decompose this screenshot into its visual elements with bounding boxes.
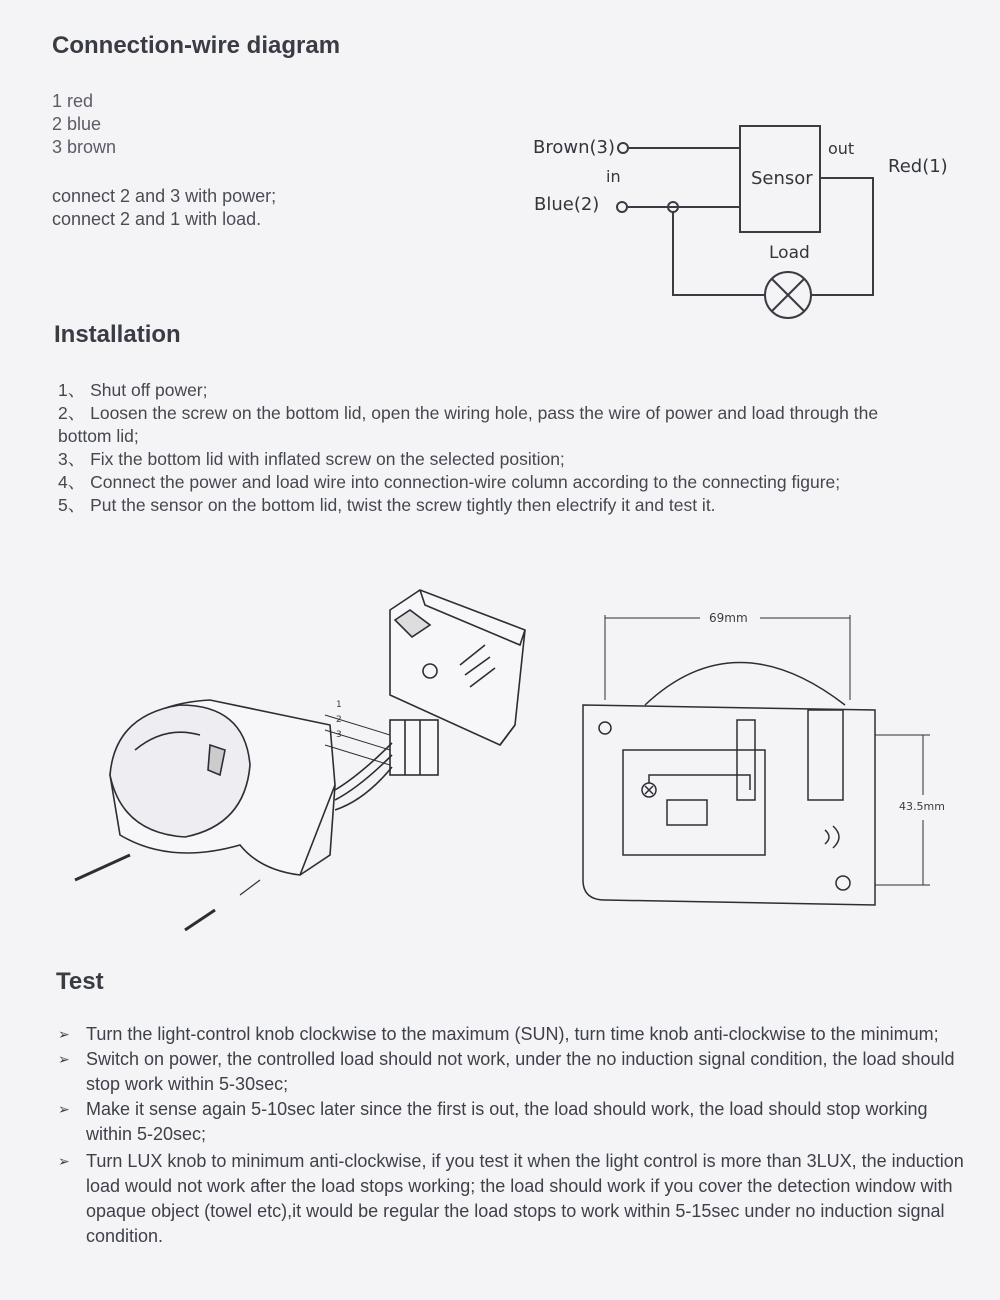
step-number: 4、	[58, 472, 86, 492]
step-text: Put the sensor on the bottom lid, twist the screw tightly then electrify it and test it.	[90, 495, 716, 515]
test-item	[58, 1149, 978, 1249]
wire-item: 2 blue	[52, 114, 102, 134]
height-dimension: 43.5mm	[899, 800, 945, 813]
label-brown: Brown(3)	[533, 137, 615, 158]
step-number: 3、	[58, 449, 86, 469]
connection-note: connect 2 and 1 with load.	[52, 209, 262, 229]
arrow-bullet-icon: ➢	[58, 1101, 70, 1117]
test-item	[58, 1022, 978, 1047]
step-continuation: bottom lid;	[58, 426, 139, 446]
test-text: Turn LUX knob to minimum anti-clockwise, if you test it when the light control is more than 3LUX, the induction load would not work after the load stops working; the load should work if you cover the detection window with opaque object (towel etc),it would be regular the load stops to work within 5-15sec under no induction signal condition.	[86, 1151, 964, 1246]
test-item	[58, 1097, 978, 1147]
step-item	[58, 448, 983, 471]
test-item	[58, 1047, 978, 1097]
step-text: Fix the bottom lid with inflated screw on the selected position;	[90, 449, 565, 469]
test-text: Turn the light-control knob clockwise to the maximum (SUN), turn time knob anti-clockwise to the minimum;	[86, 1024, 939, 1044]
label-out: out	[828, 139, 855, 158]
test-text: Make it sense again 5-10sec later since the first is out, the load should work, the load should stop working within 5-20sec;	[86, 1099, 928, 1144]
label-blue: Blue(2)	[534, 194, 600, 215]
label-sensor: Sensor	[751, 168, 813, 189]
step-text: Connect the power and load wire into connection-wire column according to the connecting figure;	[90, 472, 841, 492]
sensor-exploded-view	[60, 575, 550, 945]
arrow-bullet-icon: ➢	[58, 1051, 70, 1067]
step-text: Shut off power;	[90, 380, 208, 400]
wire-item: 1 red	[52, 91, 94, 111]
lid-outline	[583, 705, 875, 905]
screw-icon	[75, 855, 130, 880]
step-text: Loosen the screw on the bottom lid, open the wiring hole, pass the wire of power and load through the	[90, 403, 879, 423]
circuit-panel	[623, 750, 765, 855]
step-item	[58, 471, 983, 494]
label-in: in	[606, 167, 621, 186]
installation-title: Installation	[54, 321, 181, 348]
wiring-diagram	[0, 0, 1000, 340]
test-title: Test	[56, 968, 104, 995]
label-red: Red(1)	[888, 156, 948, 177]
lens-arc	[645, 663, 845, 706]
arrow-bullet-icon: ➢	[58, 1153, 70, 1169]
brown-terminal	[618, 143, 628, 153]
connection-title: Connection-wire diagram	[52, 32, 341, 59]
screw-hole	[423, 664, 437, 678]
step-number: 1、	[58, 380, 86, 400]
blue-terminal	[617, 202, 627, 212]
screw-icon	[185, 910, 215, 930]
step-item	[58, 402, 983, 425]
step-item	[58, 379, 983, 402]
term-label: 2	[336, 715, 342, 725]
wire-item: 3 brown	[52, 137, 117, 157]
step-number: 5、	[58, 495, 86, 515]
width-dimension: 69mm	[709, 611, 748, 625]
label-load: Load	[769, 243, 810, 263]
term-label: 1	[336, 700, 342, 710]
step-item	[58, 494, 983, 517]
arrow-bullet-icon: ➢	[58, 1026, 70, 1042]
terminal-block	[390, 720, 438, 775]
installation-steps	[58, 379, 983, 517]
dimension-drawing	[575, 600, 955, 920]
connection-note: connect 2 and 3 with power;	[52, 186, 277, 206]
step-number: 2、	[58, 403, 86, 423]
test-text: Switch on power, the controlled load should not work, under the no induction signal condition, the load should stop work within 5-30sec;	[86, 1049, 955, 1094]
term-label: 3	[336, 730, 342, 740]
